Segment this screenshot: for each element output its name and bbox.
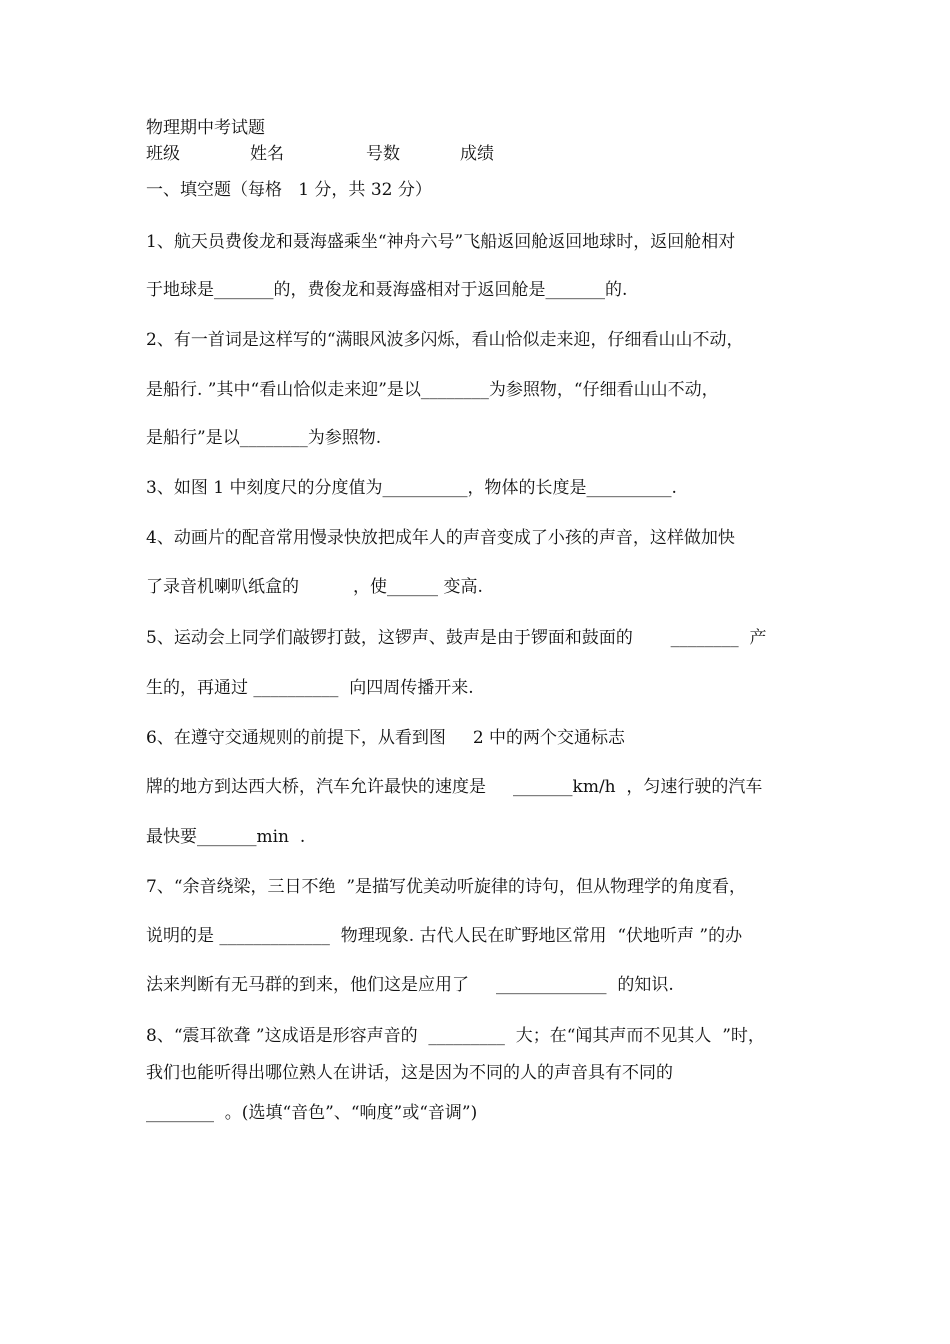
question-1-line-2: 于地球是_______的，费俊龙和聂海盛相对于返回舱是_______的.	[146, 280, 628, 300]
question-6-line-3: 最快要_______min .	[146, 827, 306, 847]
question-6-line-2: 牌的地方到达西大桥，汽车允许最快的速度是 _______km/h ，匀速行驶的汽车	[146, 777, 763, 797]
question-4-line-2: 了录音机喇叭纸盒的 ，使______ 变高.	[146, 577, 483, 597]
question-2-line-2: 是船行. ”其中“看山恰似走来迎”是以________为参照物，“仔细看山山不动，	[146, 380, 719, 400]
question-2-line-3: 是船行”是以________为参照物.	[146, 428, 382, 448]
score-label: 成绩	[460, 144, 494, 164]
question-8-line-3: ________ 。(选填“音色”、“响度”或“音调”)	[146, 1103, 478, 1123]
question-1-line-1: 1、航天员费俊龙和聂海盛乘坐“神舟六号”飞船返回舱返回地球时，返回舱相对	[146, 232, 736, 252]
question-6-line-1: 6、在遵守交通规则的前提下，从看到图 2 中的两个交通标志	[146, 728, 626, 748]
question-5-line-2: 生的，再通过 __________ 向四周传播开来.	[146, 678, 474, 698]
question-8-line-1: 8、“震耳欲聋 ”这成语是形容声音的 _________ 大；在“闻其声而不见其人 ”时，	[146, 1026, 765, 1046]
header-fields	[0, 142, 950, 166]
question-7-line-2: 说明的是 _____________ 物理现象. 古代人民在旷野地区常用 “伏地听声 ”的办	[146, 926, 743, 946]
class-label: 班级	[146, 144, 180, 164]
question-4-line-1: 4、动画片的配音常用慢录快放把成年人的声音变成了小孩的声音，这样做加快	[146, 528, 735, 548]
number-label: 号数	[366, 144, 400, 164]
page-title: 物理期中考试题	[146, 118, 265, 138]
question-7-line-3: 法来判断有无马群的到来，他们这是应用了 _____________ 的知识.	[146, 975, 674, 995]
question-5-line-1: 5、运动会上同学们敲锣打鼓，这锣声、鼓声是由于锣面和鼓面的 ________ 产	[146, 628, 767, 648]
question-7-line-1: 7、“余音绕梁，三日不绝 ”是描写优美动听旋律的诗句，但从物理学的角度看，	[146, 877, 747, 897]
question-3: 3、如图 1 中刻度尺的分度值为__________，物体的长度是__________.	[146, 478, 677, 498]
section-heading: 一、填空题（每格 1 分，共 32 分）	[146, 180, 432, 200]
question-8-line-2: 我们也能听得出哪位熟人在讲话，这是因为不同的人的声音具有不同的	[146, 1063, 673, 1083]
question-2-line-1: 2、有一首词是这样写的“满眼风波多闪烁，看山恰似走来迎，仔细看山山不动，	[146, 330, 744, 350]
name-label: 姓名	[250, 144, 284, 164]
